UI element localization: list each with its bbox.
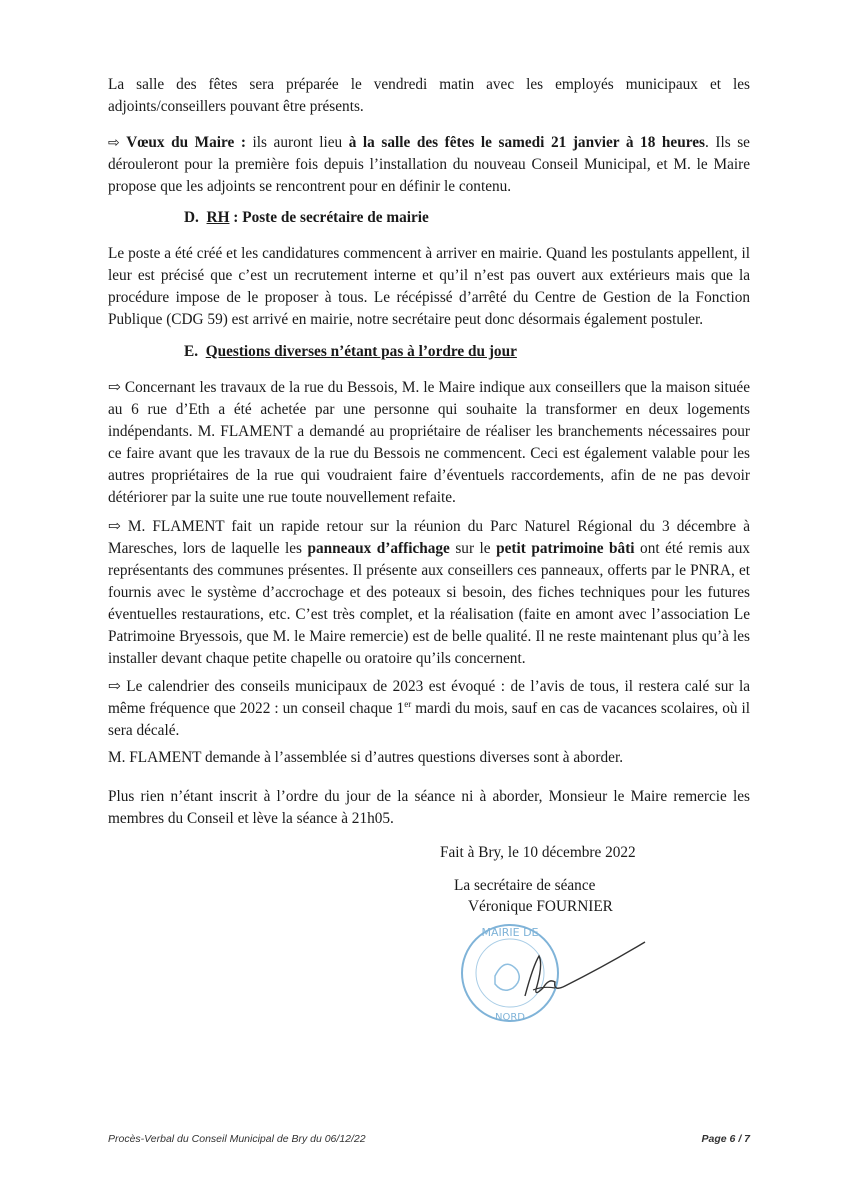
paragraph-rue-bessois: ⇨ Concernant les travaux de la rue du Bessois, M. le Maire indique aux conseillers que la maison située au 6 rue d’Eth a été achetée par une personne qui souhaite la transformer en deux logements indépendants. M. FLAMENT a demandé au propriétaire de réaliser les branchements nécessaires pour ce faire avant que les travaux de la rue du Bessois ne commencent. Ceci est également valable pour les autres propriétaires de la rue qui voudraient faire d’éventuels raccordements, afin de ne pas devoir détériorer par la suite une rue toute nouvellement refaite.: [108, 379, 750, 506]
secretary-name: Véronique FOURNIER: [468, 898, 613, 915]
page-number: Page 6 / 7: [701, 1133, 750, 1145]
paragraph-pnr: ⇨ M. FLAMENT fait un rapide retour sur la réunion du Parc Naturel Régional du 3 décembre à Maresches, lors de laquelle les panneaux d’affichage sur le petit patrimoine bâti ont été remis aux représentants des communes présentes. Il présente aux conseillers ces panneaux, offerts par le PNRA, et fournis avec le système d’accrochage et des poteaux si besoin, des fiches techniques pour les futures éventuelles restaurations, etc. C’est très complet, et la réalisation (faite en amont avec l’association Le Patrimoine Bryessois, que M. le Maire remercie) est de belle qualité. Il ne reste maintenant plus qu’à les installer devant chaque petite chapelle ou oratoire qu’ils concernent.: [108, 518, 750, 667]
date-signature: Fait à Bry, le 10 décembre 2022: [440, 844, 636, 861]
mairie-stamp-icon: [455, 918, 655, 1038]
stamp-top-text: MAIRIE DE: [481, 926, 539, 939]
paragraph-cloture: Plus rien n’étant inscrit à l’ordre du jour de la séance ni à aborder, Monsieur le Maire remercie les membres du Conseil et lève la séance à 21h05.: [108, 788, 750, 827]
paragraph-salle-des-fetes: La salle des fêtes sera préparée le vendredi matin avec les employés municipaux et les adjoints/conseillers pouvant être présents.: [108, 76, 750, 115]
paragraph-voeux: ⇨ Vœux du Maire : ils auront lieu à la salle des fêtes le samedi 21 janvier à 18 heures. Ils se dérouleront pour la première fois depuis l’installation du nouveau Conseil Municipal, et M. le Maire propose que les adjoints se rencontrent pour en définir le contenu.: [108, 134, 750, 195]
voeux-title: Vœux du Maire :: [126, 134, 246, 151]
footer-title: Procès-Verbal du Conseil Municipal de Bry du 06/12/22: [108, 1133, 366, 1145]
paragraph-calendrier: ⇨ Le calendrier des conseils municipaux de 2023 est évoqué : de l’avis de tous, il restera calé sur la même fréquence que 2022 : un conseil chaque 1er mardi du mois, sauf en cas de vacances scolaires, où il sera décalé.: [108, 678, 750, 739]
paragraph-questions: M. FLAMENT demande à l’assemblée si d’autres questions diverses sont à aborder.: [108, 749, 624, 766]
secretary-role: La secrétaire de séance: [454, 877, 596, 894]
section-e-heading: E. Questions diverses n’étant pas à l’ordre du jour: [184, 343, 517, 360]
voeux-date: à la salle des fêtes le samedi 21 janvier à 18 heures: [348, 134, 705, 151]
arrow-icon: ⇨: [108, 135, 120, 151]
paragraph-poste-secretaire: Le poste a été créé et les candidatures commencent à arriver en mairie. Quand les postulants appellent, il leur est précisé que c’est un recrutement interne et qu’il n’est pas ouvert aux extérieurs mais que la procédure impose de le proposer à tous. Le récépissé d’arrêté du Centre de Gestion de la Fonction Publique (CDG 59) est arrivé en mairie, notre secrétaire peut donc désormais également postuler.: [108, 245, 750, 328]
section-d-heading: D. RH : Poste de secrétaire de mairie: [184, 209, 429, 226]
page-footer: [108, 1128, 750, 1150]
stamp-bottom-text: NORD: [495, 1012, 525, 1023]
